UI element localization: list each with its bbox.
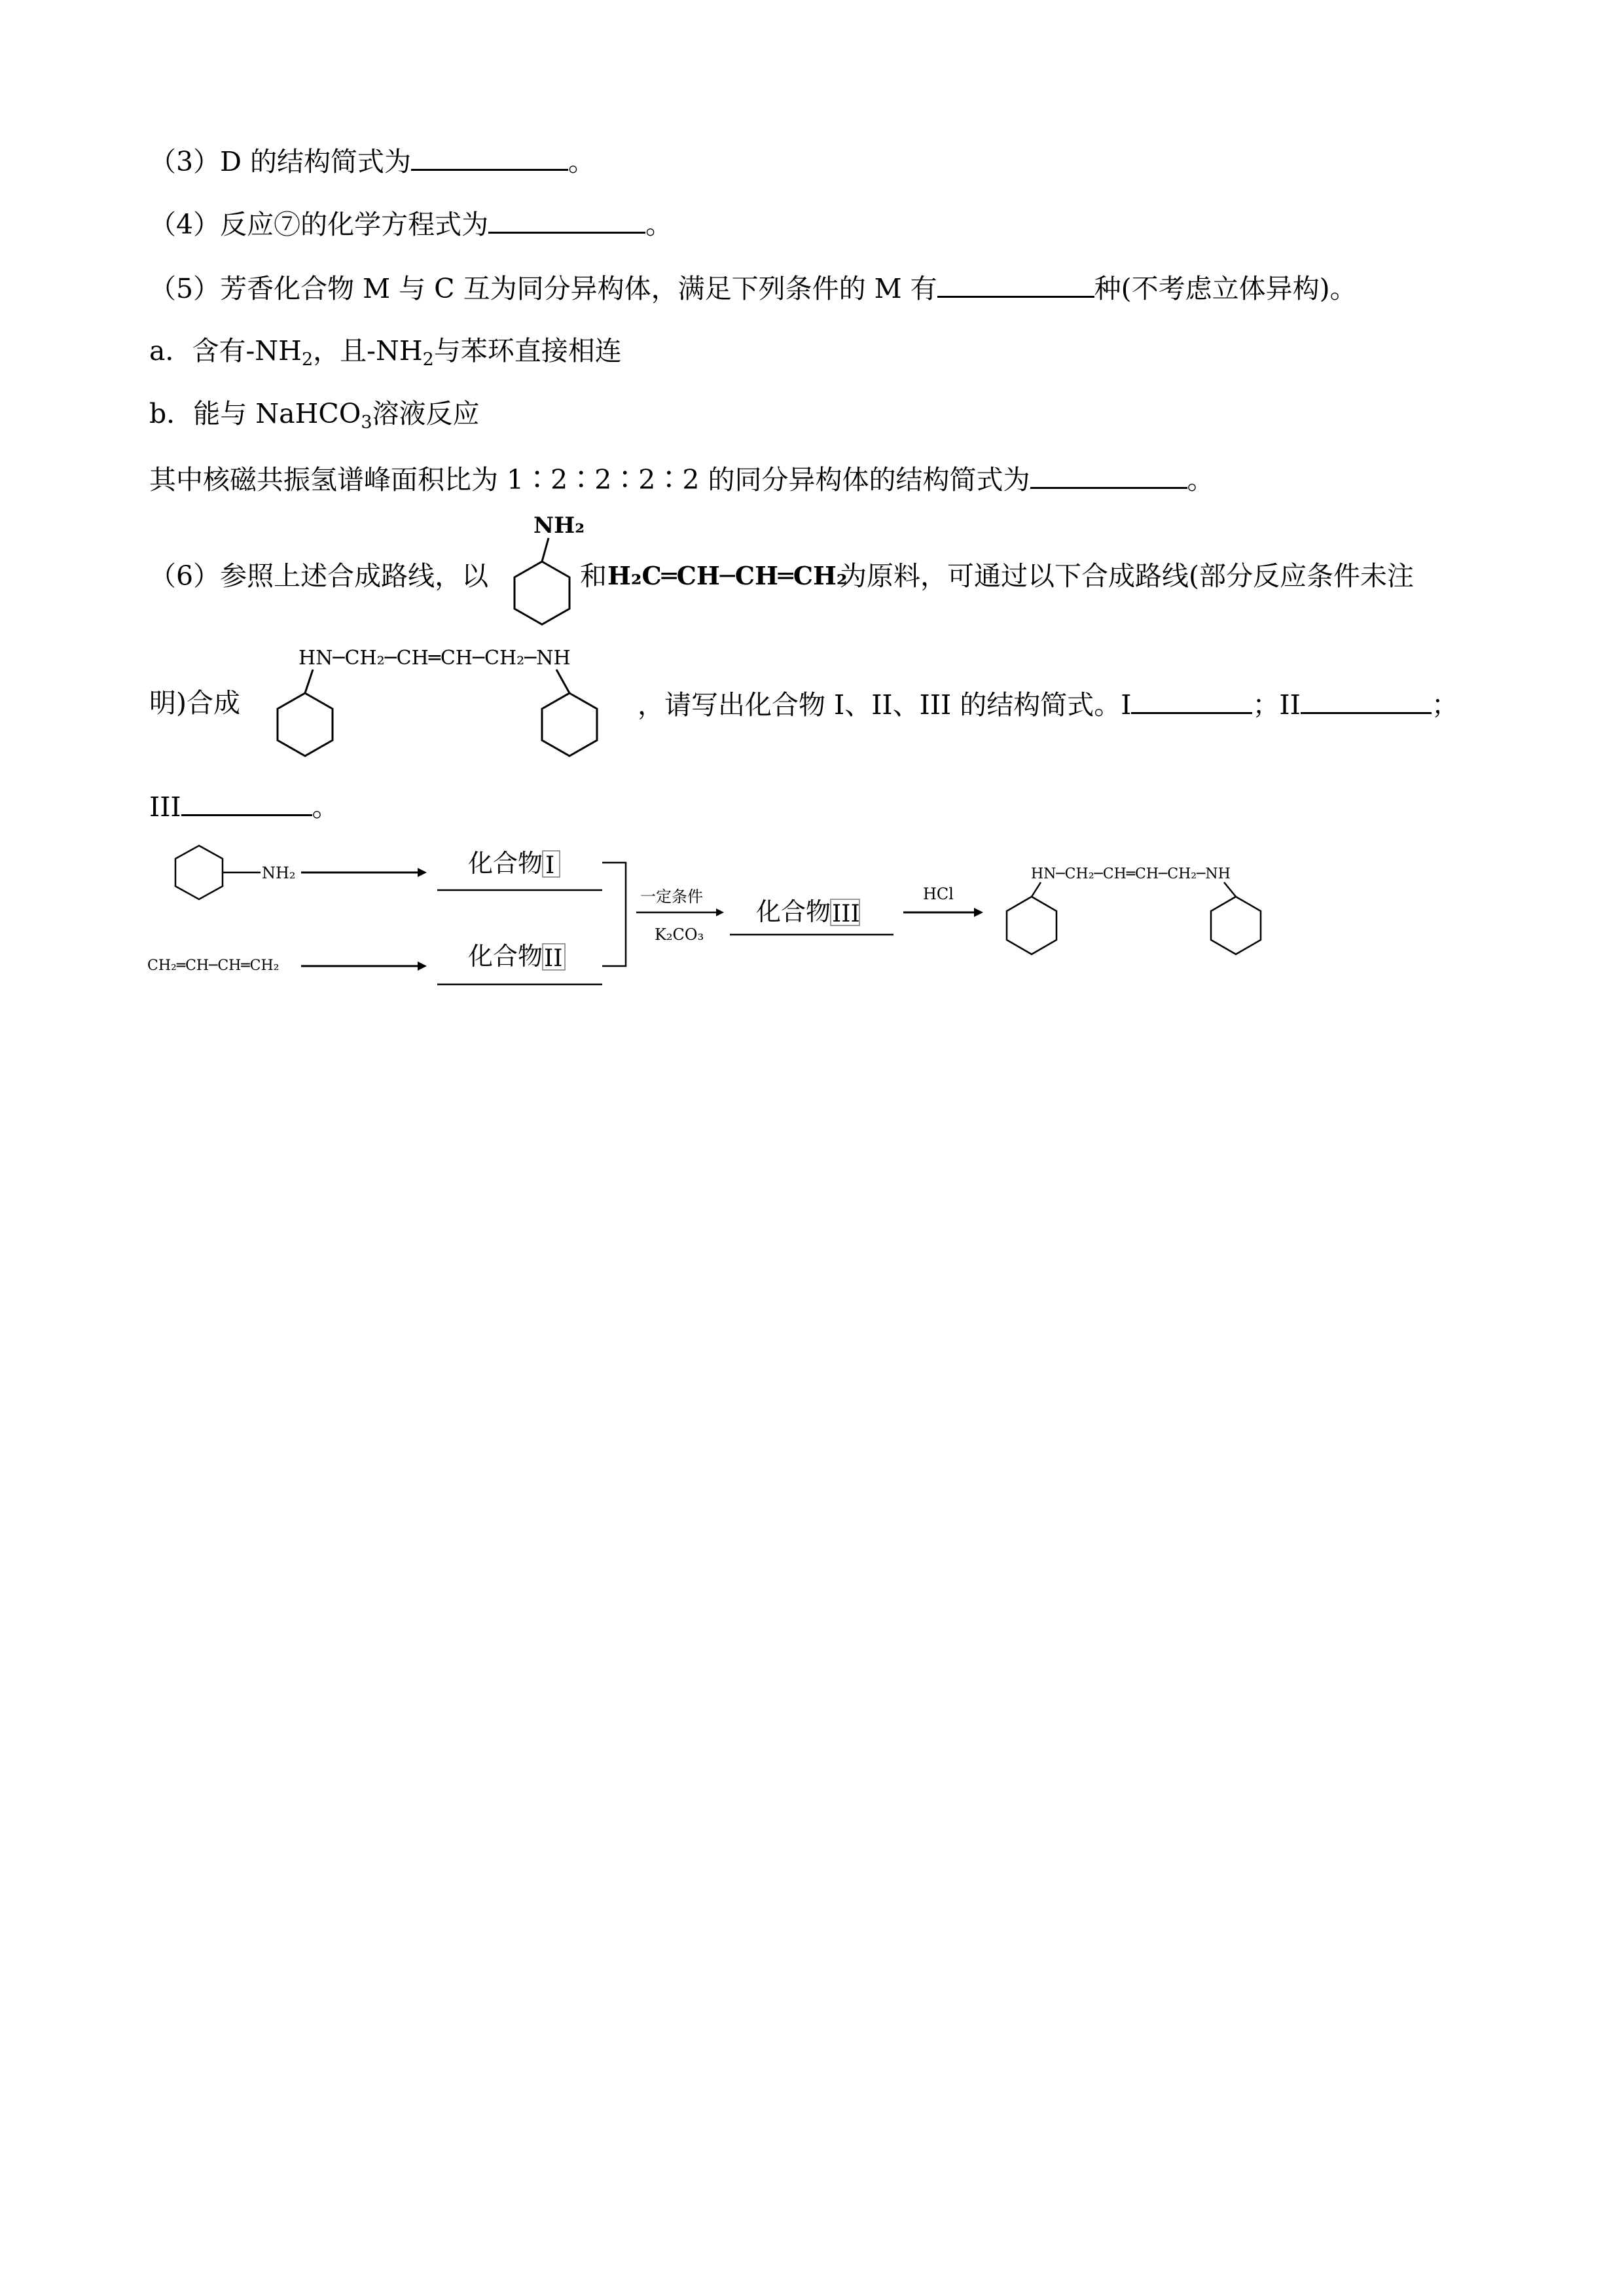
question-text: 反应⑦的化学方程式为 bbox=[220, 209, 489, 240]
compound3-roman: III bbox=[832, 901, 860, 927]
question-4: （4）反应⑦的化学方程式为 。 bbox=[149, 203, 672, 244]
reactant1-ring bbox=[175, 846, 223, 899]
compound2-label: 化合物 bbox=[468, 942, 543, 971]
condition-a: a．含有$-NH_2$，且$-NH_2$与苯环直接相连 bbox=[149, 335, 622, 370]
answer-blank[interactable] bbox=[1030, 458, 1187, 489]
question-number: （3） bbox=[149, 146, 221, 177]
compound1-roman: I bbox=[545, 852, 555, 879]
answer-blank-III[interactable] bbox=[181, 785, 312, 816]
product-chain-label: HN─CH₂─CH═CH─CH₂─NH bbox=[298, 647, 571, 670]
answer-blank-II[interactable] bbox=[1301, 683, 1432, 714]
question-number: （6） bbox=[149, 560, 221, 592]
product-ring-right bbox=[1211, 897, 1261, 954]
compound1-label: 化合物 bbox=[468, 849, 543, 878]
question-text: D 的结构简式为 bbox=[220, 146, 411, 177]
question-5: （5）芳香化合物 M 与 C 互为同分异构体，满足下列条件的 M 有 种(不考虑立体异构)。 bbox=[149, 267, 1357, 308]
reactant1-label: NH₂ bbox=[262, 864, 296, 882]
question-number: （4） bbox=[149, 209, 221, 240]
question-6-line3: III 。 bbox=[149, 785, 339, 827]
nmr-question: 其中核磁共振氢谱峰面积比为 1∶2∶2∶2∶2 的同分异构体的结构简式为 。 bbox=[149, 458, 1214, 499]
cyclohexane-ring bbox=[514, 562, 569, 624]
cyclohexane-ring-left bbox=[278, 693, 333, 756]
reactant2-label: CH₂═CH─CH═CH₂ bbox=[147, 958, 280, 974]
condition-bottom: K₂CO₃ bbox=[655, 925, 704, 944]
answer-blank[interactable] bbox=[488, 203, 645, 234]
question-text: 芳香化合物 M 与 C 互为同分异构体，满足下列条件的 M 有 bbox=[220, 273, 937, 304]
amine-label: NH₂ bbox=[533, 512, 585, 539]
question-number: （5） bbox=[149, 273, 221, 304]
condition-top: 一定条件 bbox=[640, 888, 703, 906]
question-6-line1b: 和 bbox=[580, 560, 607, 592]
question-6-line1: （6）参照上述合成路线，以 bbox=[149, 560, 489, 592]
product-ring-left bbox=[1007, 897, 1056, 954]
compound2-roman: II bbox=[544, 945, 563, 972]
question-6-line2b: ，请写出化合物 I、II、III 的结构简式。I ；II ； bbox=[638, 683, 1458, 725]
question-6-line2: 明)合成 bbox=[149, 687, 240, 719]
answer-blank-I[interactable] bbox=[1131, 683, 1252, 714]
product-chain: HN─CH₂─CH═CH─CH₂─NH bbox=[1031, 866, 1231, 882]
question-3: （3）D 的结构简式为 。 bbox=[149, 140, 595, 181]
compound3-label: 化合物 bbox=[756, 897, 831, 926]
product-structure bbox=[242, 638, 635, 769]
cyclohexane-ring-right bbox=[542, 693, 597, 756]
condition-b: b．能与 NaHCO$_3$溶液反应 bbox=[149, 398, 480, 433]
synthesis-scheme bbox=[144, 831, 1322, 1001]
cyclohexylamine-structure bbox=[504, 509, 583, 640]
answer-blank[interactable] bbox=[937, 267, 1094, 298]
answer-blank[interactable] bbox=[411, 140, 568, 171]
butadiene-structure: H₂C═CH─CH═CH₂ bbox=[607, 561, 848, 590]
question-6-line1c: 为原料，可通过以下合成路线(部分反应条件未注 bbox=[840, 560, 1414, 592]
merge-bracket bbox=[602, 863, 626, 966]
reagent-label: HCl bbox=[923, 885, 954, 903]
